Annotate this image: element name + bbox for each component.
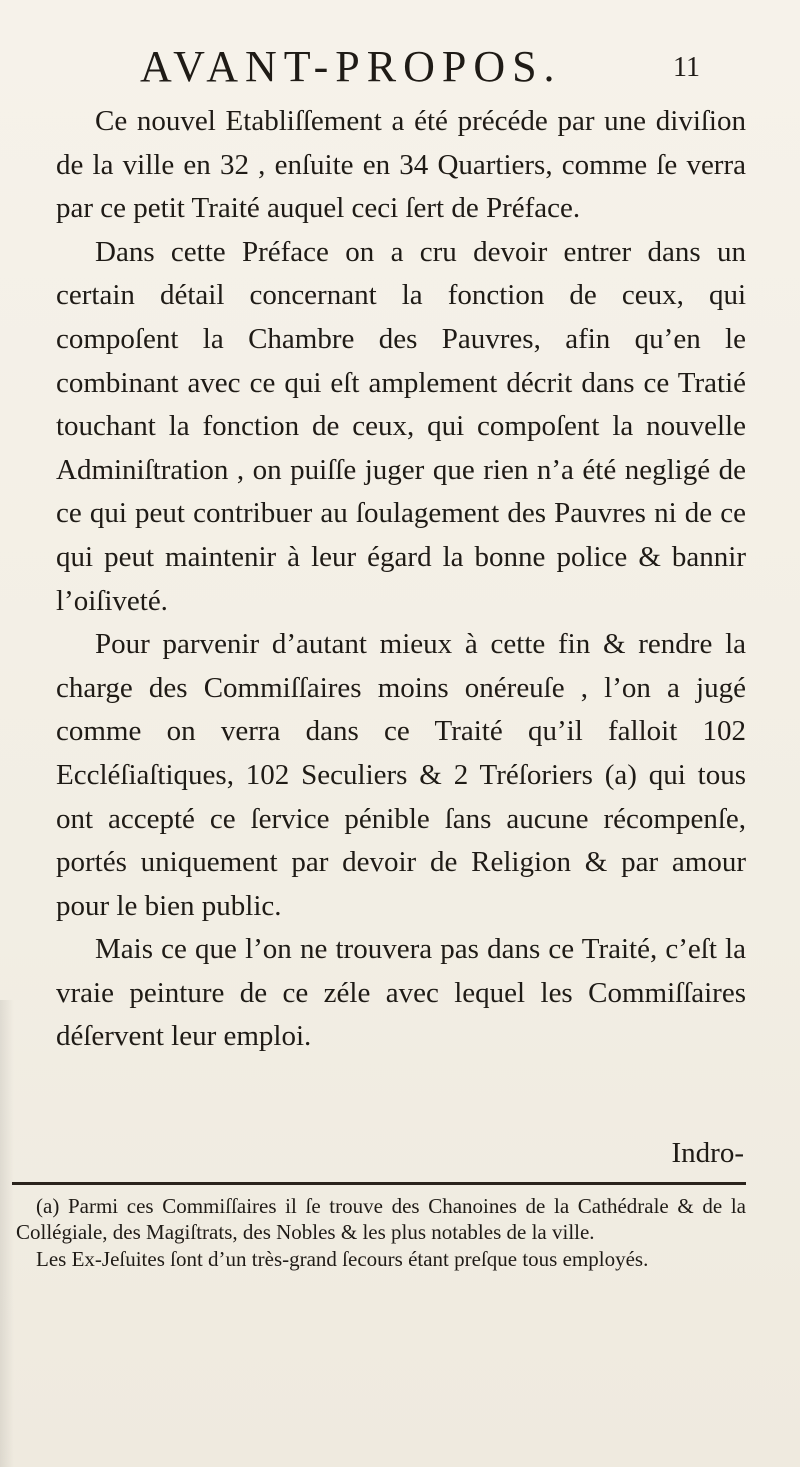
footnote-rule xyxy=(12,1182,746,1185)
footnote: (a) Parmi ces Commiſſaires il ſe trouve des Chanoines de la Cathédrale & de la Collégiale, des Magiſtrats, des Nobles & les plus notables de la ville. xyxy=(16,1194,746,1245)
page-number: 11 xyxy=(673,52,700,83)
footnotes xyxy=(16,1193,746,1272)
catchword: Indro- xyxy=(671,1137,744,1169)
paragraph: Dans cette Préface on a cru devoir entrer dans un certain détail concernant la fonction de ceux, qui compoſent la Chambre des Pauvres, afin qu’en le combinant avec ce qui eſt amplement décrit dans ce Tratié touchant la fonction de ceux, qui compoſent la nouvelle Adminiſtration , on puiſſe juger que rien n’a été negligé de ce qui peut contribuer au ſoulagement des Pauvres ni de ce qui peut maintenir à leur égard la bonne police & bannir l’oiſiveté. xyxy=(56,235,746,617)
paragraph: Pour parvenir d’autant mieux à cette fin & rendre la charge des Commiſſaires moins onéreuſe , l’on a jugé comme on verra dans ce Traité qu’il falloit 102 Eccléſiaſtiques, 102 Seculiers & 2 Tréſoriers (a) qui tous ont accepté ce ſervice pénible ſans aucune récompenſe, portés uniquement par devoir de Religion & par amour pour le bien public. xyxy=(56,628,746,922)
paragraph: Mais ce que l’on ne trouvera pas dans ce Traité, c’eſt la vraie peinture de ce zéle avec lequel les Commiſſaires déſervent leur emploi. xyxy=(56,933,746,1053)
main-text xyxy=(56,100,746,1059)
footnote: Les Ex-Jeſuites ſont d’un très-grand ſecours étant preſque tous employés. xyxy=(36,1246,649,1271)
running-title: AVANT-PROPOS. xyxy=(140,42,562,91)
binding-shadow xyxy=(0,1000,14,1467)
paragraph: Ce nouvel Etabliſſement a été précéde par une diviſion de la ville en 32 , enſuite en 34 Quartiers, comme ſe verra par ce petit Traité auquel ceci ſert de Préface. xyxy=(56,105,746,225)
page-header xyxy=(140,42,700,92)
